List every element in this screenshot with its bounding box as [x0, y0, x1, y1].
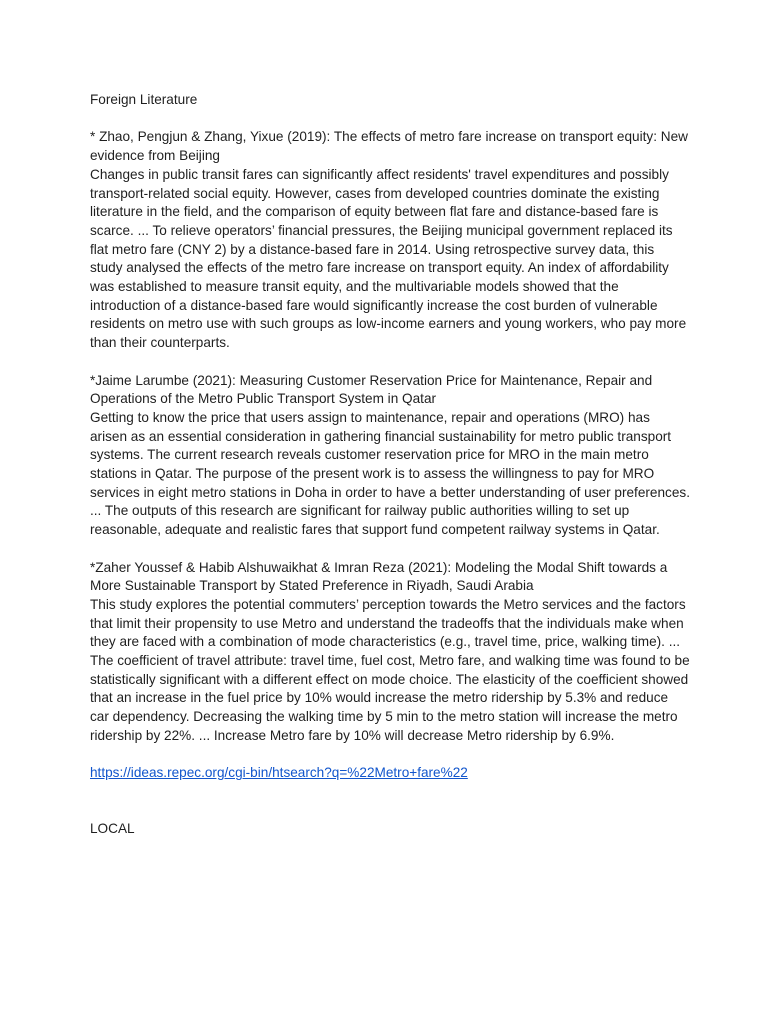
section-heading-local: LOCAL — [90, 821, 135, 837]
entry-title: * Zhao, Pengjun & Zhang, Yixue (2019): The effects of metro fare increase on transport equity: New evidence from Beijing — [90, 129, 688, 164]
entry-abstract: Changes in public transit fares can significantly affect residents' travel expenditures and possibly transport-related social equity. However, cases from developed countries dominate the existing literature in the field, and the comparison of equity between flat fare and distance-based fare is scarce. ... To relieve operators’ financial pressures, the Beijing municipal government replaced its flat metro fare (CNY 2) by a distance-based fare in 2014. Using retrospective survey data, this study analysed the effects of the metro fare increase on transport equity. An index of affordability was established to measure transit equity, and the multivariable models showed that the introduction of a distance-based fare would significantly increase the cost burden of vulnerable residents on metro use with such groups as low-income earners and young workers, who pay more than their counterparts. — [90, 166, 687, 351]
reference-link-line — [90, 764, 690, 783]
repec-search-link[interactable]: https://ideas.repec.org/cgi-bin/htsearch?q=%22Metro+fare%22 — [90, 765, 468, 781]
section-heading-foreign-literature: Foreign Literature — [90, 92, 198, 107]
literature-entry-zhao — [90, 128, 690, 352]
literature-entry-youssef — [90, 559, 690, 746]
entry-abstract: Getting to know the price that users assign to maintenance, repair and operations (MRO) has arisen as an essential consideration in gathering financial sustainability for metro public transport systems. The current research reveals customer reservation price for MRO in the main metro stations in Qatar. The purpose of the present work is to assess the willingness to pay for MRO services in eight metro stations in Doha in order to have a better understanding of user preferences. ... The outputs of this research are significant for railway public authorities willing to set up reasonable, adequate and realistic fares that support fund competent railway systems in Qatar. — [90, 409, 690, 538]
document-page — [90, 91, 690, 853]
entry-title: *Jaime Larumbe (2021): Measuring Customer Reservation Price for Maintenance, Repair and Operations of the Metro Public Transport System in Qatar — [90, 372, 653, 407]
literature-entry-larumbe — [90, 372, 690, 540]
entry-title: *Zaher Youssef & Habib Alshuwaikhat & Imran Reza (2021): Modeling the Modal Shift towards a More Sustainable Transport by Stated Preference in Riyadh, Saudi Arabia — [90, 559, 668, 594]
entry-abstract: This study explores the potential commuters’ perception towards the Metro services and the factors that limit their propensity to use Metro and understand the tradeoffs that the individuals make when they are faced with a combination of mode characteristics (e.g., travel time, price, walking time). ... The coefficient of travel attribute: travel time, fuel cost, Metro fare, and walking time was found to be statistically significant with a different effect on mode choice. The elasticity of the coefficient showed that an increase in the fuel price by 10% would increase the metro ridership by 5.3% and reduce car dependency. Decreasing the walking time by 5 min to the metro station will increase the metro ridership by 22%. ... Increase Metro fare by 10% will decrease Metro ridership by 6.9%. — [90, 596, 690, 743]
